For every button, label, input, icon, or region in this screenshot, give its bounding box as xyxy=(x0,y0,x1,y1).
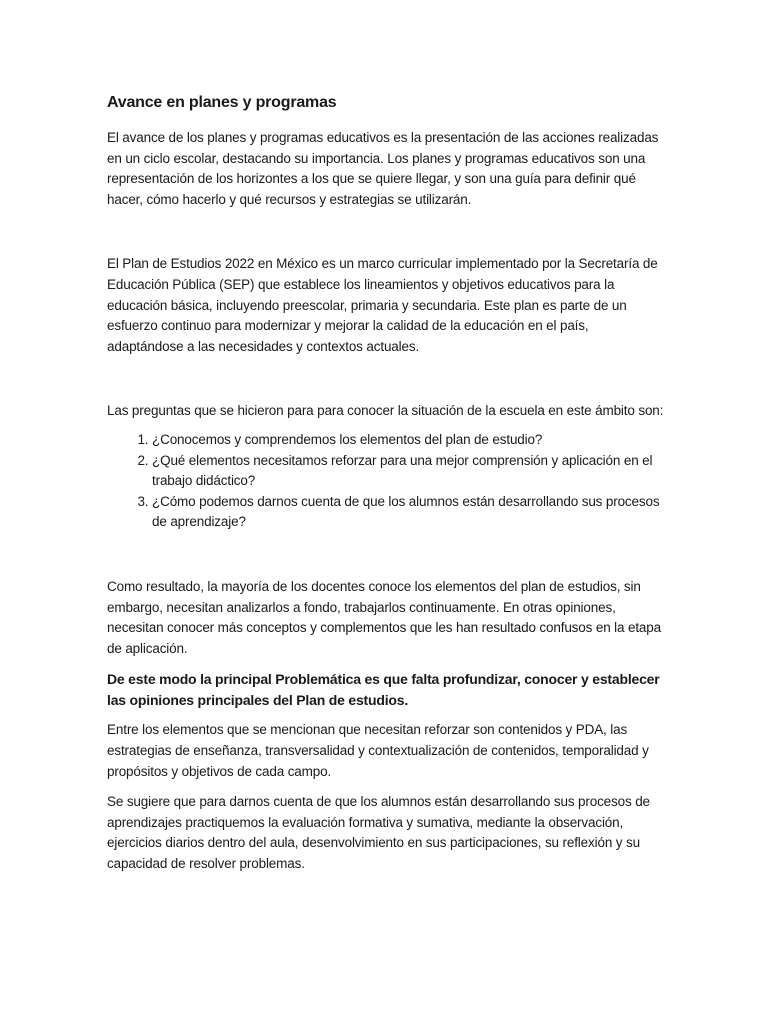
questions-list xyxy=(107,430,667,533)
result-paragraph: Como resultado, la mayoría de los docentes conoce los elementos del plan de estudios, sin embargo, necesitan analizarlos a fondo, trabajarlos continuamente. En otras opiniones, necesitan conocer más conceptos y complementos que les han resultado confusos en la etapa de aplicación. xyxy=(107,578,661,656)
list-item: 2. ¿Qué elementos necesitamos reforzar para una mejor comprensión y aplicación en el trabajo didáctico? xyxy=(152,451,667,492)
document-page xyxy=(107,92,667,875)
questions-intro-paragraph: Las preguntas que se hicieron para para conocer la situación de la escuela en este ámbito son: xyxy=(107,403,664,419)
problem-statement: De este modo la principal Problemática es que falta profundizar, conocer y establecer las opiniones principales del Plan de estudios. xyxy=(107,671,660,708)
suggestion-paragraph: Se sugiere que para darnos cuenta de que los alumnos están desarrollando sus procesos de aprendizajes practiquemos la evaluación formativa y sumativa, mediante la observación, ejercicios diarios dentro del aula, desenvolvimiento en sus participaciones, su reflexión y su capacidad de resolver problemas. xyxy=(107,794,650,872)
elements-paragraph: Entre los elementos que se mencionan que necesitan reforzar son contenidos y PDA, las estrategias de enseñanza, transversalidad y contextualización de contenidos, temporalidad y propósitos y objetivos de cada campo. xyxy=(107,722,649,779)
document-title: Avance en planes y programas xyxy=(107,94,337,111)
list-item: 3. ¿Cómo podemos darnos cuenta de que los alumnos están desarrollando sus procesos de aprendizaje? xyxy=(152,492,667,533)
list-item: 1. ¿Conocemos y comprendemos los elementos del plan de estudio? xyxy=(152,430,667,451)
intro-paragraph: El avance de los planes y programas educativos es la presentación de las acciones realizadas en un ciclo escolar, destacando su importancia. Los planes y programas educativos son una representación de los horizontes a los que se quiere llegar, y son una guía para definir qué hacer, cómo hacerlo y qué recursos y estrategias se utilizarán. xyxy=(107,130,659,207)
plan-paragraph: El Plan de Estudios 2022 en México es un marco curricular implementado por la Secretaría de Educación Pública (SEP) que establece los lineamientos y objetivos educativos para la educación básica, incluyendo preescolar, primaria y secundaria. Este plan es parte de un esfuerzo continuo para modernizar y mejorar la calidad de la educación en el país, adaptándose a las necesidades y contextos actuales. xyxy=(107,256,658,354)
